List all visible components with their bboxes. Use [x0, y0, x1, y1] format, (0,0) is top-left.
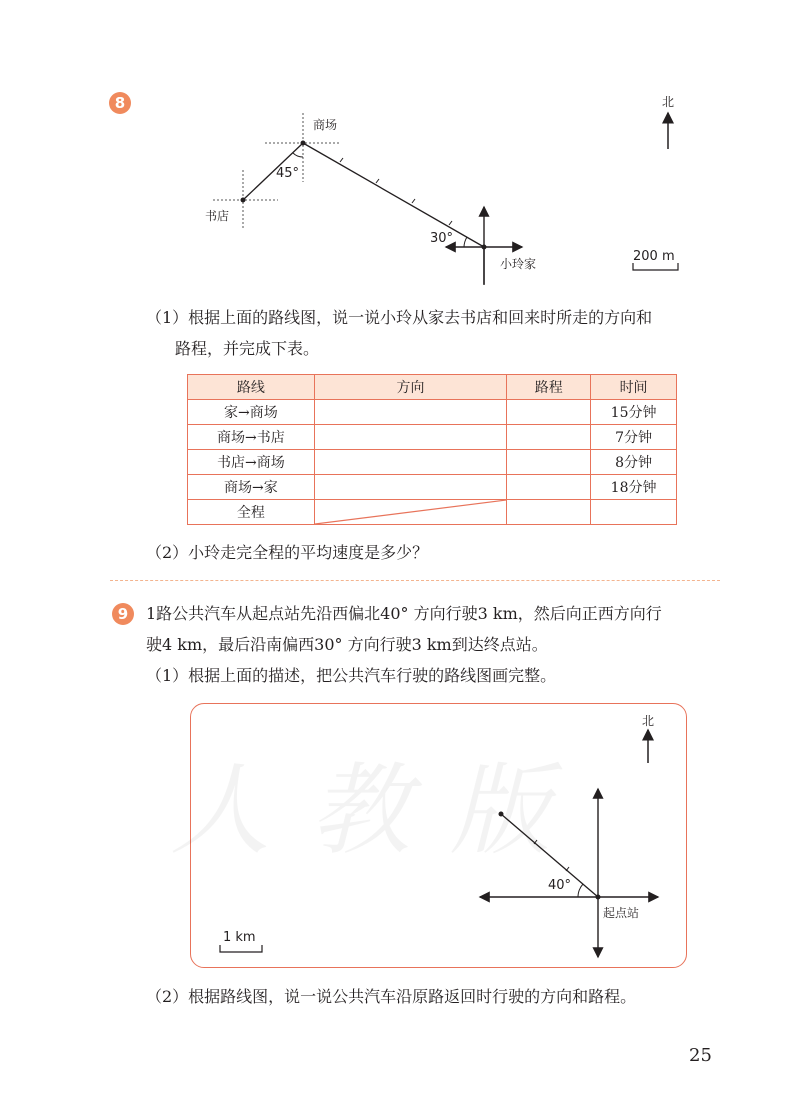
- scale-label: 1 km: [223, 930, 256, 945]
- direction-cell[interactable]: [314, 425, 507, 450]
- bookstore-label: 书店: [205, 209, 230, 223]
- table-row: [188, 450, 677, 475]
- time-cell: 8分钟: [591, 450, 677, 475]
- time-cell: 18分钟: [591, 475, 677, 500]
- header-direction: 方向: [314, 375, 507, 400]
- north-label: 北: [642, 714, 655, 728]
- start-station-label: 起点站: [603, 906, 640, 920]
- distance-cell[interactable]: [507, 500, 591, 525]
- section-divider: [110, 580, 720, 581]
- route-diagram-q8: [0, 85, 800, 285]
- table-row: [188, 425, 677, 450]
- table-row: [188, 400, 677, 425]
- angle-arc-45: [293, 153, 303, 157]
- scale-bar: [220, 945, 262, 952]
- distance-cell[interactable]: [507, 425, 591, 450]
- home-label: 小玲家: [500, 257, 537, 271]
- direction-cell[interactable]: [314, 400, 507, 425]
- route-cell: 全程: [188, 500, 315, 525]
- distance-cell[interactable]: [507, 475, 591, 500]
- page-number: 25: [689, 1045, 712, 1066]
- q8-part2: （2）小玲走完全程的平均速度是多少？: [146, 543, 429, 562]
- diagonal-slash: [315, 500, 507, 524]
- header-route: 路线: [188, 375, 315, 400]
- bookstore-point: [241, 198, 246, 203]
- start-station-point: [596, 895, 601, 900]
- north-label: 北: [662, 95, 675, 109]
- distance-cell[interactable]: [507, 450, 591, 475]
- angle-30-label: 30°: [430, 231, 454, 246]
- route-cell: 书店→商场: [188, 450, 315, 475]
- route-tick-marks: [340, 158, 452, 225]
- route-cell: 家→商场: [188, 400, 315, 425]
- home-point: [482, 245, 487, 250]
- q9-part1: （1）根据上面的描述，把公共汽车行驶的路线图画完整。: [146, 666, 557, 685]
- q8-part1-line1: （1）根据上面的路线图，说一说小玲从家去书店和回来时所走的方向和: [146, 308, 653, 327]
- q9-line1: 1路公共汽车从起点站先沿西偏北40° 方向行驶3 km，然后向正西方向行: [146, 604, 662, 623]
- mall-point: [301, 141, 306, 146]
- direction-cell-crossed: [314, 500, 507, 525]
- header-distance: 路程: [507, 375, 591, 400]
- route-mall-home: [303, 143, 484, 247]
- header-time: 时间: [591, 375, 677, 400]
- route-cell: 商场→书店: [188, 425, 315, 450]
- distance-cell[interactable]: [507, 400, 591, 425]
- route-cell: 商场→家: [188, 475, 315, 500]
- angle-45-label: 45°: [276, 166, 300, 181]
- time-cell[interactable]: [591, 500, 677, 525]
- angle-arc-30: [464, 237, 467, 247]
- table-row: [188, 475, 677, 500]
- route-table: [187, 374, 677, 525]
- direction-cell[interactable]: [314, 450, 507, 475]
- scale-label: 200 m: [633, 249, 675, 264]
- angle-40-label: 40°: [548, 878, 572, 893]
- route-tick-marks: [534, 840, 569, 871]
- question-9-badge: 9: [112, 603, 134, 625]
- q9-part2: （2）根据路线图，说一说公共汽车沿原路返回时行驶的方向和路程。: [146, 987, 637, 1006]
- table-row: [188, 500, 677, 525]
- angle-arc-40: [578, 884, 583, 897]
- route-endpoint: [499, 812, 504, 817]
- scale-bar: [633, 263, 678, 270]
- time-cell: 7分钟: [591, 425, 677, 450]
- mall-label: 商场: [313, 118, 338, 132]
- question-8-badge: 8: [109, 92, 131, 114]
- direction-cell[interactable]: [314, 475, 507, 500]
- route-diagram-q9: [190, 703, 685, 966]
- q9-line2: 驶4 km，最后沿南偏西30° 方向行驶3 km到达终点站。: [146, 635, 548, 654]
- time-cell: 15分钟: [591, 400, 677, 425]
- q8-part1-line2: 路程，并完成下表。: [175, 339, 320, 358]
